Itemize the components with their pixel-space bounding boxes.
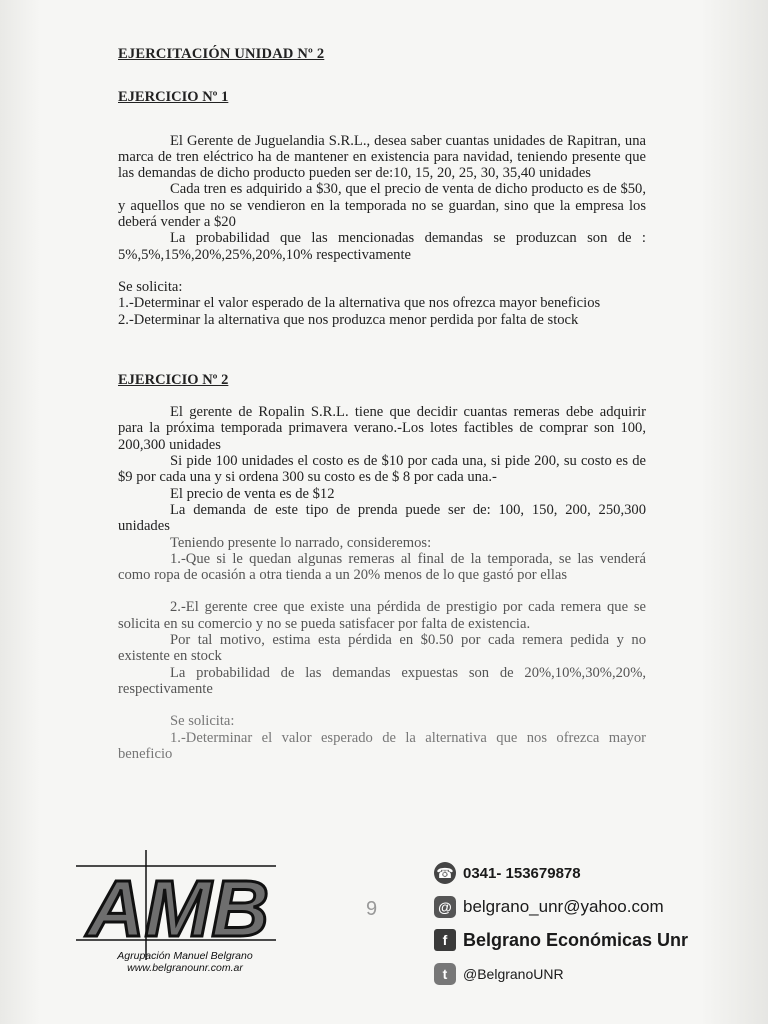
logo-caption bbox=[100, 950, 270, 974]
twitter-icon: t bbox=[434, 963, 456, 985]
facebook-contact[interactable] bbox=[434, 929, 688, 951]
document-body bbox=[118, 38, 646, 762]
exercise-1-question-1: 1.-Determinar el valor esperado de la alternativa que nos ofrezca mayor beneficios bbox=[118, 295, 601, 312]
exercise-2-paragraph-1: El gerente de Ropalin S.R.L. tiene que decidir cuantas remeras debe adquirir para la próxima temporada primavera verano.-Los lotes factibles de comprar son 100, 200,300 unidades bbox=[118, 404, 646, 453]
page-number: 9 bbox=[366, 898, 378, 920]
phone-icon: ☎ bbox=[434, 862, 456, 884]
org-name: Agrupación Manuel Belgrano bbox=[117, 950, 253, 962]
exercise-2-paragraph-3: El precio de venta es de $12 bbox=[170, 485, 335, 502]
phone-number: 0341- 153679878 bbox=[463, 864, 581, 882]
exercise-1-request: Se solicita: bbox=[118, 278, 183, 295]
email-contact[interactable] bbox=[434, 896, 664, 918]
exercise-1-title: EJERCICIO Nº 1 bbox=[118, 89, 229, 106]
exercise-1-paragraph-3: La probabilidad que las mencionadas demandas se produzcan son de : 5%,5%,15%,20%,25%,20%,10% respectivamente bbox=[118, 230, 646, 263]
email-icon: @ bbox=[434, 896, 456, 918]
logo-text: AMB bbox=[86, 864, 270, 953]
exercise-2-paragraph-6: 1.-Que si le quedan algunas remeras al final de la temporada, se las venderá como ropa de ocasión a otra tienda a un 20% menos de lo que gastó por ellas bbox=[118, 550, 646, 584]
facebook-icon: f bbox=[434, 929, 456, 951]
exercise-2-paragraph-9: La probabilidad de las demandas expuestas son de 20%,10%,30%,20%, respectivamente bbox=[118, 664, 646, 697]
unit-title: EJERCITACIÓN UNIDAD Nº 2 bbox=[118, 46, 325, 62]
twitter-handle[interactable]: @BelgranoUNR bbox=[463, 966, 564, 982]
email-address[interactable]: belgrano_unr@yahoo.com bbox=[463, 897, 664, 916]
exercise-2-paragraph-2: Si pide 100 unidades el costo es de $10 por cada una, si pide 200, su costo es de $9 por cada una y si ordena 300 su costo es de $ 8 por cada una.- bbox=[118, 453, 646, 486]
exercise-1-paragraph-1: El Gerente de Juguelandia S.R.L., desea saber cuantas unidades de Rapitran, una marca de tren eléctrico ha de mantener en existencia para navidad, teniendo presente que las demandas de dicho producto pueden ser de:10, 15, 20, 25, 30, 35,40 unidades bbox=[118, 132, 646, 182]
footer-banner bbox=[0, 836, 768, 1024]
exercise-1-paragraph-2: Cada tren es adquirido a $30, que el precio de venta de dicho producto es de $50, y aquellos que no se vendieron en la temporada no se guardan, sino que la empresa los deberá vender a $20 bbox=[118, 181, 646, 231]
phone-contact bbox=[434, 862, 581, 884]
exercise-2-paragraph-5: Teniendo presente lo narrado, consideremos: bbox=[170, 534, 432, 551]
exercise-2-title: EJERCICIO Nº 2 bbox=[118, 371, 229, 388]
exercise-1-question-2: 2.-Determinar la alternativa que nos produzca menor perdida por falta de stock bbox=[118, 311, 579, 328]
exercise-2-request: Se solicita: bbox=[170, 713, 235, 730]
facebook-page[interactable]: Belgrano Económicas Unr bbox=[463, 929, 689, 950]
exercise-2-paragraph-8: Por tal motivo, estima esta pérdida en $0.50 por cada remera pedida y no existente en stock bbox=[118, 632, 646, 665]
exercise-2-paragraph-4: La demanda de este tipo de prenda puede ser de: 100, 150, 200, 250,300 unidades bbox=[118, 501, 646, 535]
exercise-2-question-1: 1.-Determinar el valor esperado de la alternativa que nos ofrezca mayor beneficio bbox=[118, 729, 646, 762]
twitter-contact[interactable] bbox=[434, 963, 564, 985]
exercise-2-paragraph-7: 2.-El gerente cree que existe una pérdida de prestigio por cada remera que se solicita en su comercio y no se pueda satisfacer por falta de existencia. bbox=[118, 599, 646, 632]
org-website: www.belgranounr.com.ar bbox=[127, 962, 243, 974]
